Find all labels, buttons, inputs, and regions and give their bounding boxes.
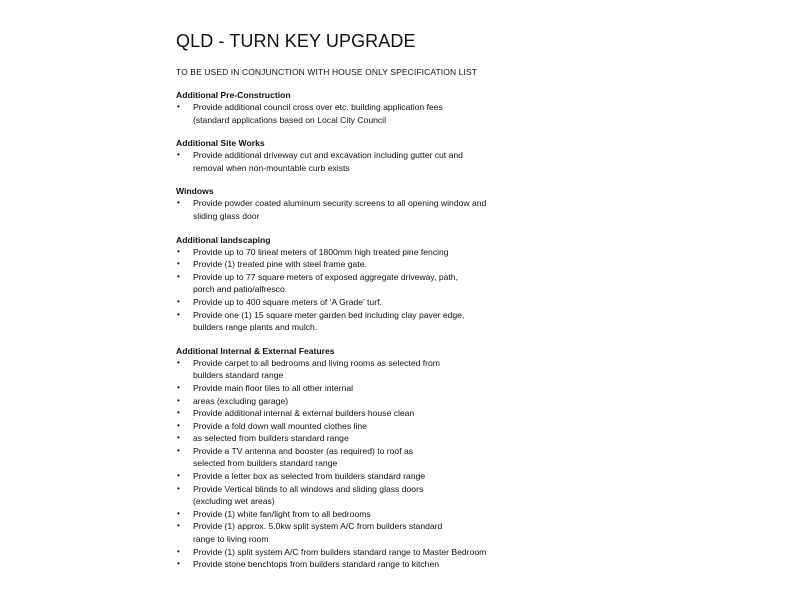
section: [176, 89, 536, 126]
list-item-text: removal when non-mountable curb exists: [193, 162, 350, 173]
bullet-icon: •: [177, 559, 180, 569]
list-item-text: Provide additional council cross over etc. building application fees: [193, 102, 443, 112]
list-item: [176, 382, 536, 395]
bullet-icon: •: [177, 395, 180, 405]
list-item-text: Provide a fold down wall mounted clothes line: [193, 420, 367, 431]
list-item: [176, 420, 536, 433]
list-item: [176, 558, 536, 571]
document-page: [176, 30, 536, 571]
bullet-icon: •: [177, 433, 180, 443]
list-item-text: Provide up to 77 square meters of exposed aggregate driveway, path,: [193, 271, 458, 282]
list-item-text: sliding glass door: [193, 210, 260, 221]
page-title: QLD - TURN KEY UPGRADE: [176, 31, 416, 51]
bullet-list: [176, 101, 536, 126]
list-item-text: Provide one (1) 15 square meter garden bed including clay paver edge,: [193, 309, 465, 320]
list-item-text: Provide (1) split system A/C from builders standard range to Master Bedroom: [193, 546, 487, 557]
list-item-text: Provide (1) white fan/light from to all bedrooms: [193, 508, 371, 519]
page-subtitle: TO BE USED IN CONJUNCTION WITH HOUSE ONLY SPECIFICATION LIST: [176, 67, 478, 77]
list-item: [176, 357, 536, 382]
bullet-icon: •: [177, 271, 180, 281]
section: [176, 234, 536, 334]
bullet-icon: •: [177, 408, 180, 418]
bullet-icon: •: [177, 420, 180, 430]
list-item: [176, 149, 536, 174]
list-item-text: Provide a TV antenna and booster (as required) to roof as: [193, 445, 414, 456]
list-item-text: Provide stone benchtops from builders standard range to kitchen: [193, 559, 440, 570]
section: [176, 345, 536, 571]
list-item: [176, 395, 536, 408]
list-item-text: Provide additional internal & external builders house clean: [193, 408, 415, 419]
list-item: [176, 101, 536, 126]
list-item-text: Provide carpet to all bedrooms and living rooms as selected from: [193, 357, 440, 368]
section-heading: Additional Internal & External Features: [176, 345, 335, 356]
bullet-icon: •: [177, 150, 180, 160]
list-item-text: (standard applications based on Local City Council: [193, 114, 386, 125]
list-item-text: Provide Vertical blinds to all windows and sliding glass doors: [193, 483, 424, 494]
list-item-text: Provide a letter box as selected from builders standard range: [193, 471, 426, 482]
bullet-list: [176, 357, 536, 571]
bullet-icon: •: [177, 246, 180, 256]
list-item-text: Provide (1) treated pine with steel frame gate.: [193, 259, 367, 270]
list-item: [176, 246, 536, 259]
section: [176, 137, 536, 174]
list-item-text: as selected from builders standard range: [193, 433, 349, 444]
bullet-icon: •: [177, 102, 180, 111]
bullet-icon: •: [177, 521, 180, 531]
section: [176, 185, 536, 222]
bullet-icon: •: [177, 483, 180, 493]
bullet-icon: •: [177, 296, 180, 306]
bullet-icon: •: [177, 382, 180, 392]
section-heading: Additional Site Works: [176, 138, 265, 149]
list-item-text: Provide additional driveway cut and excavation including gutter cut and: [193, 150, 463, 161]
list-item-text: (excluding wet areas): [193, 496, 275, 507]
section-heading: Windows: [176, 186, 214, 197]
list-item: [176, 483, 536, 508]
list-item-text: Provide powder coated aluminum security screens to all opening window and: [193, 198, 487, 209]
list-item: [176, 407, 536, 420]
list-item: [176, 271, 536, 296]
list-item-text: Provide up to 70 lineal meters of 1800mm high treated pine fencing: [193, 246, 449, 257]
bullet-icon: •: [177, 259, 180, 269]
bullet-list: [176, 197, 536, 222]
list-item: [176, 508, 536, 521]
bullet-icon: •: [177, 198, 180, 208]
list-item-text: areas (excluding garage): [193, 395, 289, 406]
list-item: [176, 520, 536, 545]
list-item-text: Provide (1) approx. 5.0kw split system A/C from builders standard: [193, 521, 443, 532]
list-item: [176, 445, 536, 470]
bullet-list: [176, 149, 536, 174]
list-item: [176, 197, 536, 222]
bullet-icon: •: [177, 471, 180, 481]
list-item-text: Provide up to 400 square meters of ‘A Grade’ turf.: [193, 296, 382, 307]
list-item: [176, 546, 536, 559]
list-item-text: selected from builders standard range: [193, 458, 338, 469]
section-heading: Additional landscaping: [176, 234, 271, 245]
list-item: [176, 470, 536, 483]
list-item: [176, 432, 536, 445]
sections-container: [176, 89, 536, 571]
section-heading: Additional Pre-Construction: [176, 90, 291, 100]
bullet-icon: •: [177, 445, 180, 455]
bullet-icon: •: [177, 546, 180, 556]
list-item-text: builders range plants and mulch.: [193, 322, 318, 333]
list-item-text: porch and patio/alfresco.: [193, 284, 288, 295]
list-item: [176, 258, 536, 271]
bullet-icon: •: [177, 357, 180, 367]
list-item-text: range to living room: [193, 534, 269, 545]
list-item-text: builders standard range: [193, 370, 284, 381]
list-item: [176, 309, 536, 334]
list-item-text: Provide main floor tiles to all other internal: [193, 382, 354, 393]
bullet-list: [176, 246, 536, 334]
bullet-icon: •: [177, 309, 180, 319]
list-item: [176, 296, 536, 309]
bullet-icon: •: [177, 508, 180, 518]
